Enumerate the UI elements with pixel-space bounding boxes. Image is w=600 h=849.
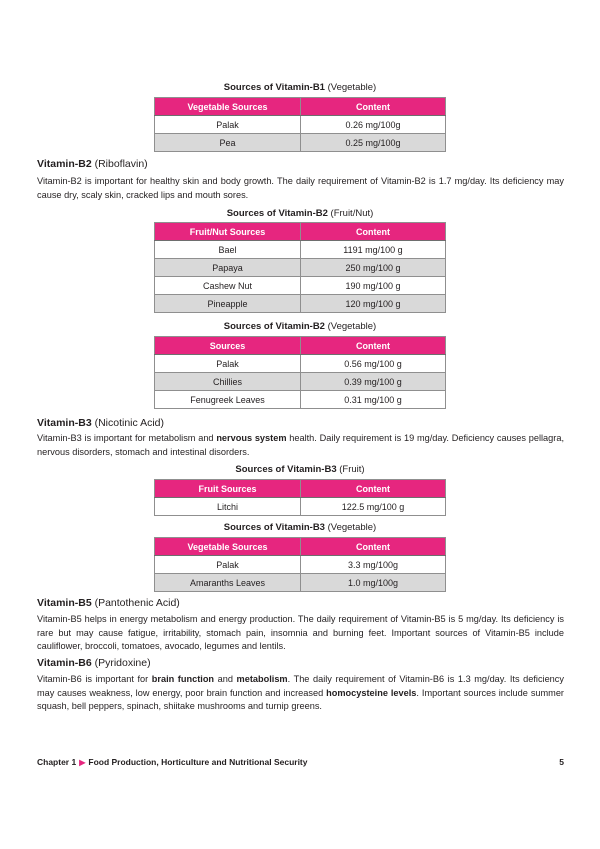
table-row xyxy=(155,355,446,373)
paragraph-text: . Important sources include summer squash, bell peppers, spinach, shiitake mushrooms and turnip greens. xyxy=(37,687,564,711)
caption-bold: Sources of Vitamin-B3 xyxy=(223,522,325,533)
table-row xyxy=(155,373,446,391)
heading-title: Vitamin-B6 xyxy=(37,657,92,669)
table-cell: 190 mg/100 g xyxy=(301,277,446,295)
table-header-row xyxy=(155,337,446,355)
paragraph-emphasis: brain function xyxy=(151,674,215,684)
column-header: Content xyxy=(301,98,446,116)
column-header: Vegetable Sources xyxy=(155,98,301,116)
table-cell: 0.31 mg/100 g xyxy=(301,391,446,409)
table-cell: 0.39 mg/100 g xyxy=(301,373,446,391)
heading-title: Vitamin-B2 xyxy=(37,158,92,170)
table-cell: Chillies xyxy=(155,373,301,391)
heading-subtitle: (Riboflavin) xyxy=(91,158,148,170)
table-caption xyxy=(0,208,600,220)
caption-rest: (Fruit/Nut) xyxy=(327,208,374,219)
vitamin-b3-fruit-table xyxy=(154,479,446,516)
page-number: 5 xyxy=(559,757,564,767)
table-row xyxy=(155,574,446,592)
paragraph-b3 xyxy=(37,432,564,459)
table-row xyxy=(155,259,446,277)
table-header-row xyxy=(155,538,446,556)
section-heading-b3 xyxy=(37,417,164,430)
caption-bold: Sources of Vitamin-B1 xyxy=(223,82,325,93)
paragraph-text: Vitamin-B6 is important for xyxy=(37,674,152,684)
vitamin-b2-fruit-table xyxy=(154,222,446,313)
table-cell: Palak xyxy=(155,116,301,134)
vitamin-b1-vegetable-table xyxy=(154,97,446,152)
column-header: Vegetable Sources xyxy=(155,538,301,556)
paragraph-text: Vitamin-B3 is important for metabolism and xyxy=(37,433,217,443)
table-header-row xyxy=(155,98,446,116)
table-cell: Pea xyxy=(155,134,301,152)
table-cell: 1191 mg/100 g xyxy=(301,241,446,259)
table-caption xyxy=(0,522,600,534)
paragraph-text: health. Daily requirement is 19 mg/day. Deficiency causes pellagra, nervous disorders, stomach and intestinal disorders. xyxy=(37,433,564,457)
table-cell: Litchi xyxy=(155,498,301,516)
table-cell: 1.0 mg/100g xyxy=(301,574,446,592)
table-row xyxy=(155,241,446,259)
caption-rest: (Vegetable) xyxy=(324,522,377,533)
table-cell: Cashew Nut xyxy=(155,277,301,295)
table-row xyxy=(155,116,446,134)
vitamin-b3-vegetable-table xyxy=(154,537,446,592)
table-header-row xyxy=(155,480,446,498)
table-row xyxy=(155,556,446,574)
column-header: Content xyxy=(301,223,446,241)
section-heading-b5 xyxy=(37,597,180,610)
paragraph-b6 xyxy=(37,673,564,714)
table-row xyxy=(155,391,446,409)
table-row xyxy=(155,134,446,152)
paragraph-emphasis: homocysteine levels xyxy=(326,687,417,698)
paragraph-emphasis: nervous system xyxy=(216,433,287,443)
table-row xyxy=(155,277,446,295)
table-cell: Fenugreek Leaves xyxy=(155,391,301,409)
column-header: Content xyxy=(301,538,446,556)
vitamin-b2-vegetable-table xyxy=(154,336,446,409)
table-row xyxy=(155,498,446,516)
heading-subtitle: (Nicotinic Acid) xyxy=(91,417,165,429)
table-caption xyxy=(0,464,600,476)
column-header: Fruit Sources xyxy=(155,480,301,498)
table-cell: 0.56 mg/100 g xyxy=(301,355,446,373)
caption-bold: Sources of Vitamin-B2 xyxy=(226,208,328,219)
paragraph-text: . The daily requirement of Vitamin-B6 is 1.3 mg/day. Its deficiency may causes weakness, low energy, poor brain function and increased xyxy=(37,674,564,698)
table-row xyxy=(155,295,446,313)
table-cell: 120 mg/100 g xyxy=(301,295,446,313)
column-header: Fruit/Nut Sources xyxy=(155,223,301,241)
table-cell: Palak xyxy=(155,355,301,373)
caption-bold: Sources of Vitamin-B2 xyxy=(223,321,325,332)
table-cell: Bael xyxy=(155,241,301,259)
table-caption xyxy=(0,82,600,94)
heading-subtitle: (Pyridoxine) xyxy=(91,657,151,669)
table-cell: 0.26 mg/100g xyxy=(301,116,446,134)
table-cell: Amaranths Leaves xyxy=(155,574,301,592)
paragraph-text: and xyxy=(214,674,237,684)
section-heading-b2 xyxy=(37,158,148,171)
footer-chapter: Chapter 1 xyxy=(37,757,77,767)
heading-title: Vitamin-B3 xyxy=(37,417,92,429)
heading-title: Vitamin-B5 xyxy=(37,597,92,609)
page-footer xyxy=(37,757,308,767)
table-cell: 3.3 mg/100g xyxy=(301,556,446,574)
table-cell: Papaya xyxy=(155,259,301,277)
caption-rest: (Vegetable) xyxy=(324,321,377,332)
table-cell: 250 mg/100 g xyxy=(301,259,446,277)
table-caption xyxy=(0,321,600,333)
caption-rest: (Fruit) xyxy=(336,464,365,475)
heading-subtitle: (Pantothenic Acid) xyxy=(91,597,180,609)
column-header: Content xyxy=(301,337,446,355)
column-header: Content xyxy=(301,480,446,498)
paragraph-emphasis: metabolism xyxy=(236,674,288,684)
table-cell: Palak xyxy=(155,556,301,574)
caption-rest: (Vegetable) xyxy=(324,82,377,93)
footer-title: Food Production, Horticulture and Nutritional Security xyxy=(88,757,308,767)
triangle-right-icon: ▶ xyxy=(79,758,86,767)
table-cell: Pineapple xyxy=(155,295,301,313)
section-heading-b6 xyxy=(37,657,151,670)
paragraph-b2: Vitamin-B2 is important for healthy skin and body growth. The daily requirement of Vitamin-B2 is 1.7 mg/day. Its deficiency may cause dry, scaly skin, cracked lips and mouth sores. xyxy=(37,176,564,200)
table-header-row xyxy=(155,223,446,241)
column-header: Sources xyxy=(155,337,301,355)
table-cell: 0.25 mg/100g xyxy=(301,134,446,152)
paragraph-b5: Vitamin-B5 helps in energy metabolism and energy production. The daily requirement of Vitamin-B5 is 5 mg/day. Its deficiency is rare but may cause fatigue, irritability, stomach pain, insomnia and burning feet. Important sources of Vitamin-B5 include cauliflower, broccoli, tomatoes, avocado, legumes and lentils. xyxy=(37,614,564,651)
table-cell: 122.5 mg/100 g xyxy=(301,498,446,516)
caption-bold: Sources of Vitamin-B3 xyxy=(235,464,337,475)
